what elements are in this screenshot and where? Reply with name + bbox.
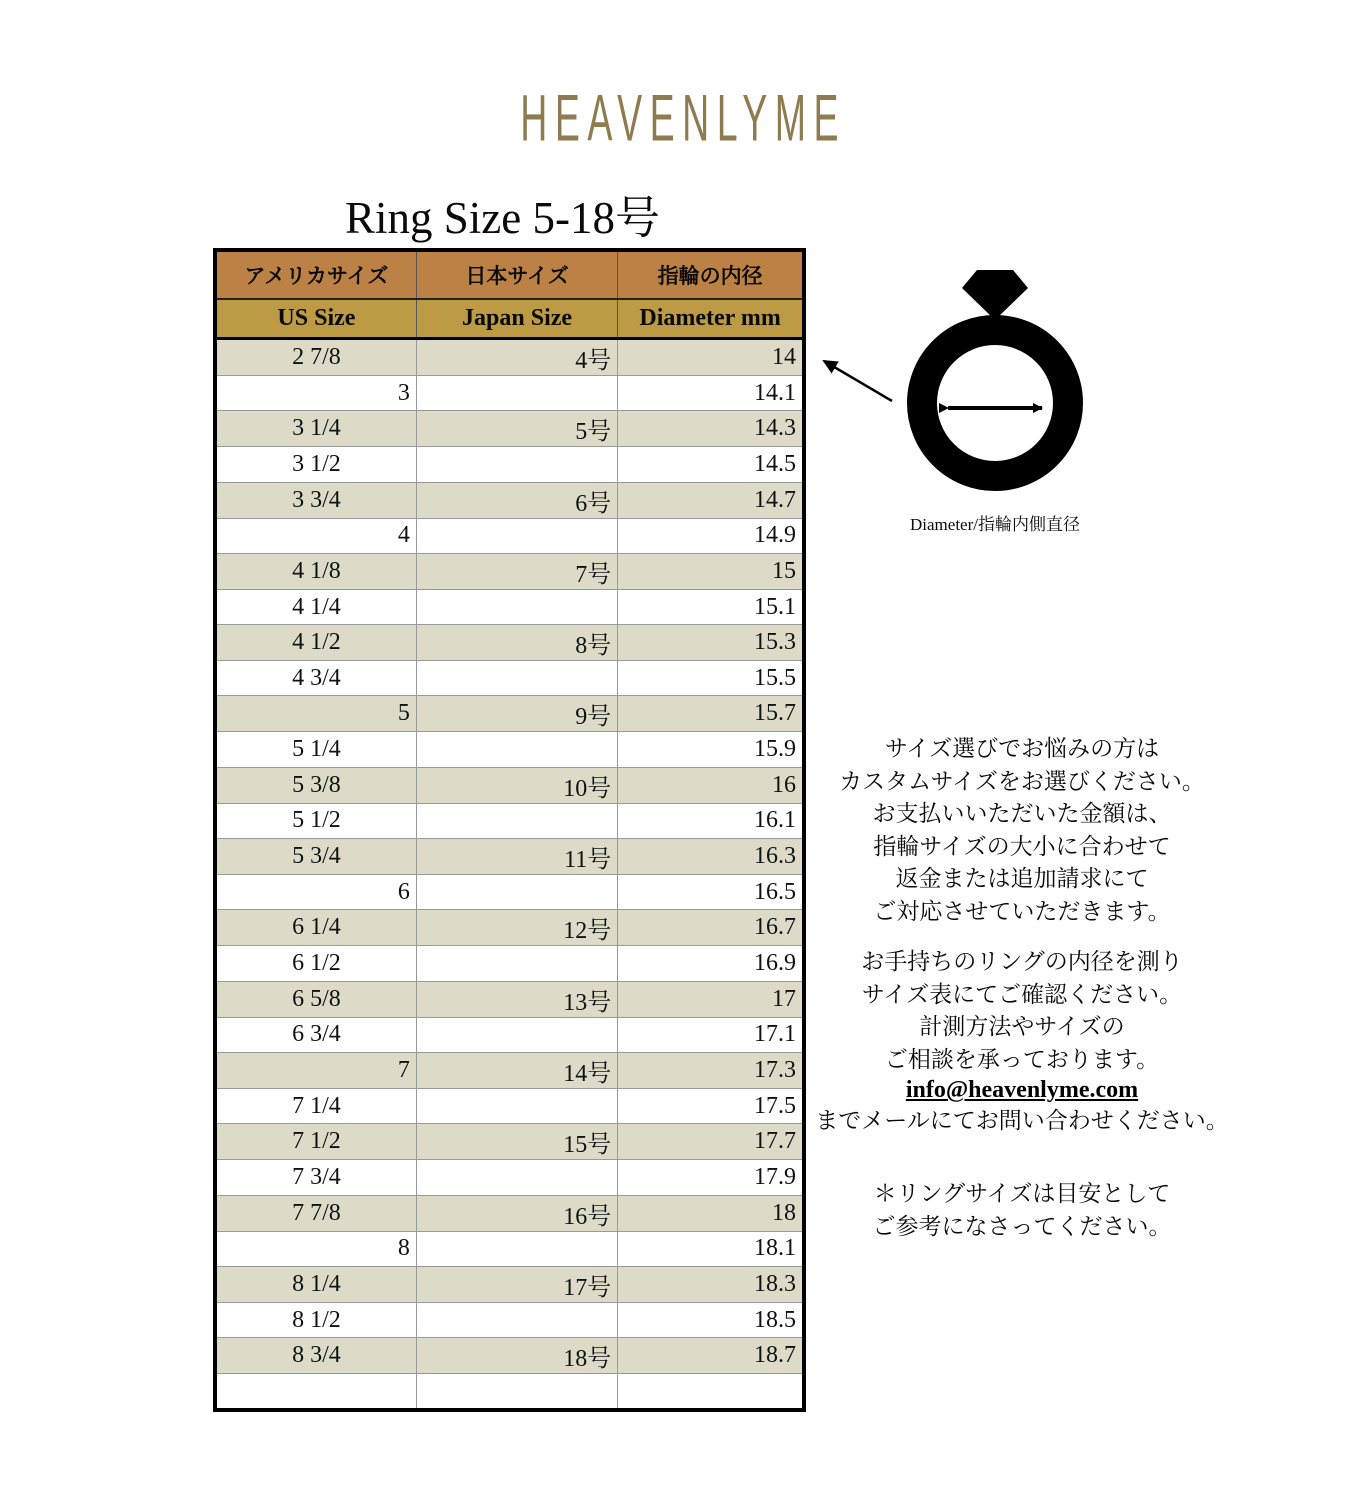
table-cell-us: 6 1/4 xyxy=(215,910,416,946)
table-cell-jp: 10号 xyxy=(416,767,617,803)
table-cell-d: 15.7 xyxy=(618,696,804,732)
table-cell-us: 5 3/4 xyxy=(215,839,416,875)
table-cell-jp: 7号 xyxy=(416,553,617,589)
table-cell-us xyxy=(215,1374,416,1411)
table-row xyxy=(215,376,804,411)
brand-logo: HEAVENLYME xyxy=(520,81,846,155)
table-cell-us: 4 1/8 xyxy=(215,553,416,589)
table-row xyxy=(215,910,804,946)
header-us-size: US Size xyxy=(215,299,416,339)
table-cell-d xyxy=(618,1374,804,1411)
header-japan-size-jp: 日本サイズ xyxy=(416,250,617,299)
diagram-caption: Diameter/指輪内側直径 xyxy=(910,515,1080,534)
table-cell-jp xyxy=(416,447,617,482)
header xyxy=(0,78,1366,158)
table-row xyxy=(215,553,804,589)
text-line: までメールにてお問い合わせください。 xyxy=(815,1108,1229,1134)
table-cell-us: 5 3/8 xyxy=(215,767,416,803)
gem-icon xyxy=(962,270,1028,320)
table-row xyxy=(215,803,804,838)
table-cell-us: 7 xyxy=(215,1052,416,1088)
table-row xyxy=(215,1302,804,1337)
table-cell-d: 16.3 xyxy=(618,839,804,875)
table-cell-jp: 11号 xyxy=(416,839,617,875)
table-cell-jp: 14号 xyxy=(416,1052,617,1088)
table-cell-us: 3 3/4 xyxy=(215,482,416,518)
note-disclaimer xyxy=(812,1178,1232,1243)
text-line: 指輪サイズの大小に合わせて xyxy=(873,833,1171,859)
table-cell-jp xyxy=(416,1302,617,1337)
table-header-row-english xyxy=(215,299,804,339)
table-row xyxy=(215,661,804,696)
table-cell-d: 17.5 xyxy=(618,1088,804,1123)
table-row xyxy=(215,1374,804,1411)
table-cell-jp xyxy=(416,1017,617,1052)
table-cell-jp: 5号 xyxy=(416,411,617,447)
table-cell-d: 14.5 xyxy=(618,447,804,482)
table-cell-us: 4 1/2 xyxy=(215,625,416,661)
table-cell-us: 6 1/2 xyxy=(215,946,416,981)
table-cell-d: 15.3 xyxy=(618,625,804,661)
table-cell-us: 8 3/4 xyxy=(215,1338,416,1374)
table-row xyxy=(215,981,804,1017)
text-line: 返金または追加請求にて xyxy=(895,866,1149,892)
text-line: ご参考になさってください。 xyxy=(872,1213,1172,1239)
text-line: お支払いいただいた金額は、 xyxy=(872,801,1172,827)
table-cell-jp xyxy=(416,518,617,553)
table-cell-jp xyxy=(416,875,617,910)
table-row xyxy=(215,625,804,661)
table-row xyxy=(215,1266,804,1302)
table-cell-d: 16.5 xyxy=(618,875,804,910)
header-us-size-jp: アメリカサイズ xyxy=(215,250,416,299)
table-cell-d: 14 xyxy=(618,339,804,376)
table-cell-jp xyxy=(416,1231,617,1266)
table-cell-us: 3 1/2 xyxy=(215,447,416,482)
table-row xyxy=(215,696,804,732)
table-cell-us: 4 3/4 xyxy=(215,661,416,696)
table-row xyxy=(215,1017,804,1052)
table-cell-us: 7 3/4 xyxy=(215,1160,416,1195)
table-row xyxy=(215,1338,804,1374)
table-cell-us: 6 xyxy=(215,875,416,910)
table-cell-us: 8 1/2 xyxy=(215,1302,416,1337)
table-row xyxy=(215,946,804,981)
table-cell-d: 17.3 xyxy=(618,1052,804,1088)
table-cell-d: 14.1 xyxy=(618,376,804,411)
table-cell-d: 18 xyxy=(618,1195,804,1231)
table-cell-us: 5 1/4 xyxy=(215,732,416,767)
table-cell-d: 17 xyxy=(618,981,804,1017)
table-cell-d: 15.1 xyxy=(618,589,804,624)
table-cell-us: 5 1/2 xyxy=(215,803,416,838)
table-cell-d: 17.1 xyxy=(618,1017,804,1052)
table-cell-us: 3 xyxy=(215,376,416,411)
note-measure-lines xyxy=(812,946,1232,1076)
email-line xyxy=(812,1076,1232,1104)
table-cell-us: 4 1/4 xyxy=(215,589,416,624)
ring-band xyxy=(922,330,1068,476)
text-line: お手持ちのリングの内径を測り xyxy=(861,949,1183,974)
table-cell-us: 3 1/4 xyxy=(215,411,416,447)
table-cell-d: 18.3 xyxy=(618,1266,804,1302)
table-cell-jp xyxy=(416,946,617,981)
table-row xyxy=(215,1231,804,1266)
table-cell-us: 8 1/4 xyxy=(215,1266,416,1302)
table-cell-jp xyxy=(416,732,617,767)
pointer-arrow xyxy=(824,361,892,401)
table-cell-jp xyxy=(416,1160,617,1195)
header-diameter-mm: Diameter mm xyxy=(618,299,804,339)
table-cell-jp: 17号 xyxy=(416,1266,617,1302)
text-line: サイズ表にてご確認ください。 xyxy=(861,981,1183,1007)
table-cell-jp xyxy=(416,376,617,411)
table-cell-us: 2 7/8 xyxy=(215,339,416,376)
table-cell-jp: 16号 xyxy=(416,1195,617,1231)
table-cell-d: 16.7 xyxy=(618,910,804,946)
text-line: カスタムサイズをお選びください。 xyxy=(839,768,1205,794)
table-cell-us: 8 xyxy=(215,1231,416,1266)
table-row xyxy=(215,1088,804,1123)
ring-size-table-body xyxy=(215,339,804,1411)
note-custom-size xyxy=(812,733,1232,929)
table-row xyxy=(215,518,804,553)
table-row xyxy=(215,1124,804,1160)
table-cell-d: 16.9 xyxy=(618,946,804,981)
table-cell-jp: 9号 xyxy=(416,696,617,732)
table-row xyxy=(215,447,804,482)
table-row xyxy=(215,732,804,767)
table-cell-jp xyxy=(416,661,617,696)
table-row xyxy=(215,1195,804,1231)
text-line: ご相談を承っております。 xyxy=(884,1046,1160,1072)
header-japan-size: Japan Size xyxy=(416,299,617,339)
table-cell-jp xyxy=(416,1088,617,1123)
table-cell-d: 18.1 xyxy=(618,1231,804,1266)
page-title: Ring Size 5-18号 xyxy=(345,193,660,243)
table-cell-us: 7 7/8 xyxy=(215,1195,416,1231)
table-cell-d: 17.9 xyxy=(618,1160,804,1195)
table-cell-us: 7 1/4 xyxy=(215,1088,416,1123)
table-cell-jp xyxy=(416,803,617,838)
table-row xyxy=(215,1160,804,1195)
table-cell-us: 4 xyxy=(215,518,416,553)
table-cell-us: 6 3/4 xyxy=(215,1017,416,1052)
table-cell-jp: 6号 xyxy=(416,482,617,518)
table-row xyxy=(215,875,804,910)
table-cell-jp: 15号 xyxy=(416,1124,617,1160)
table-row xyxy=(215,1052,804,1088)
table-row xyxy=(215,589,804,624)
table-row xyxy=(215,839,804,875)
table-cell-d: 18.7 xyxy=(618,1338,804,1374)
table-cell-jp: 18号 xyxy=(416,1338,617,1374)
table-cell-us: 5 xyxy=(215,696,416,732)
table-row xyxy=(215,482,804,518)
text-line: サイズ選びでお悩みの方は xyxy=(884,736,1160,761)
table-cell-d: 15 xyxy=(618,553,804,589)
table-cell-jp xyxy=(416,1374,617,1411)
table-header-row-japanese xyxy=(215,250,804,299)
table-row xyxy=(215,767,804,803)
table-cell-jp xyxy=(416,589,617,624)
table-cell-d: 16 xyxy=(618,767,804,803)
table-cell-d: 14.9 xyxy=(618,518,804,553)
table-cell-d: 15.5 xyxy=(618,661,804,696)
text-line: 計測方法やサイズの xyxy=(919,1014,1125,1040)
table-row xyxy=(215,411,804,447)
header-diameter-jp: 指輪の内径 xyxy=(618,250,804,299)
table-cell-us: 7 1/2 xyxy=(215,1124,416,1160)
text-line: ご対応させていただきます。 xyxy=(873,898,1171,924)
table-cell-jp: 13号 xyxy=(416,981,617,1017)
email-link[interactable]: info@heavenlyme.com xyxy=(905,1077,1139,1104)
table-row xyxy=(215,339,804,376)
table-cell-jp: 12号 xyxy=(416,910,617,946)
ring-diagram xyxy=(810,258,1090,518)
text-line: ＊リングサイズは目安として xyxy=(873,1181,1171,1206)
table-cell-d: 17.7 xyxy=(618,1124,804,1160)
table-cell-jp: 8号 xyxy=(416,625,617,661)
table-cell-d: 15.9 xyxy=(618,732,804,767)
table-cell-d: 16.1 xyxy=(618,803,804,838)
table-cell-jp: 4号 xyxy=(416,339,617,376)
table-cell-d: 18.5 xyxy=(618,1302,804,1337)
table-cell-d: 14.7 xyxy=(618,482,804,518)
table-cell-d: 14.3 xyxy=(618,411,804,447)
ring-size-table xyxy=(213,248,806,1412)
table-cell-us: 6 5/8 xyxy=(215,981,416,1017)
note-measure xyxy=(812,946,1232,1137)
